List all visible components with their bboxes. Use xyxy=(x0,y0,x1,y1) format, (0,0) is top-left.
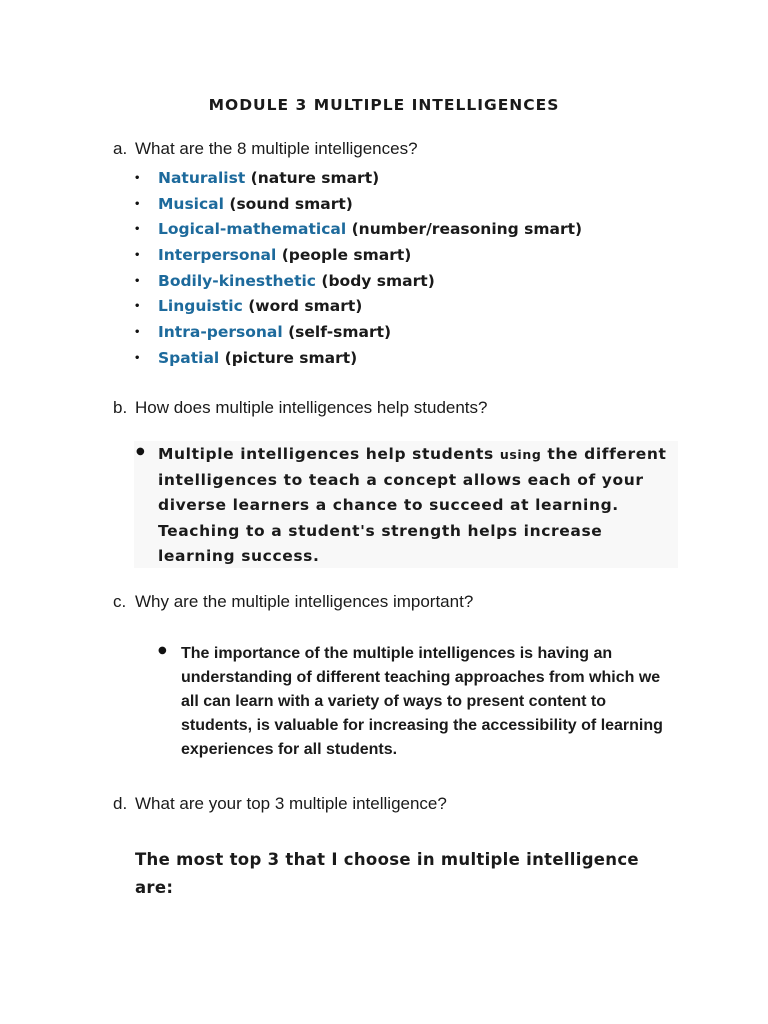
bullet-icon: • xyxy=(134,301,141,313)
question-c-letter: c. xyxy=(113,592,127,611)
question-b xyxy=(113,398,487,418)
answer-b-part1: Multiple intelligences help students xyxy=(158,445,500,463)
intelligence-desc: (picture smart) xyxy=(219,348,358,367)
list-item xyxy=(134,346,582,372)
bullet-icon: • xyxy=(134,327,141,339)
question-d xyxy=(113,794,447,814)
list-item xyxy=(134,217,582,243)
list-item xyxy=(134,320,582,346)
list-item xyxy=(134,269,582,295)
intelligences-list xyxy=(134,166,582,372)
intelligence-desc: (nature smart) xyxy=(245,169,380,187)
intelligence-name: Spatial xyxy=(158,348,220,367)
intelligence-desc: (word smart) xyxy=(242,297,363,316)
intelligence-name: Naturalist xyxy=(158,169,246,187)
intelligence-name: Intra-personal xyxy=(158,323,283,342)
document-title: MODULE 3 MULTIPLE INTELLIGENCES xyxy=(208,96,560,114)
question-d-text: What are your top 3 multiple intelligence? xyxy=(135,794,447,813)
list-item xyxy=(134,294,582,320)
question-a-text: What are the 8 multiple intelligences? xyxy=(135,139,418,158)
bullet-icon: • xyxy=(134,198,141,210)
bullet-icon: ● xyxy=(136,446,145,457)
bullet-icon: • xyxy=(134,173,141,184)
intelligence-desc: (sound smart) xyxy=(223,194,353,213)
question-d-letter: d. xyxy=(113,794,128,813)
bullet-icon: ● xyxy=(158,645,167,656)
intelligence-desc: (self-smart) xyxy=(282,323,392,342)
bullet-icon: • xyxy=(134,352,141,364)
intelligence-name: Bodily-kinesthetic xyxy=(158,271,316,290)
question-c xyxy=(113,592,473,612)
intelligence-desc: (number/reasoning smart) xyxy=(346,220,583,239)
intelligence-name: Interpersonal xyxy=(158,246,277,265)
bullet-icon: • xyxy=(134,224,141,236)
intelligence-name: Linguistic xyxy=(158,297,243,316)
list-item xyxy=(134,192,582,218)
intelligence-desc: (body smart) xyxy=(315,271,435,290)
answer-c-text: The importance of the multiple intelligences is having an understanding of different teaching approaches from which we all can learn with a variety of ways to present content to students, is valuable for increasing the accessibility of learning experiences for all students. xyxy=(181,645,663,758)
bullet-icon: • xyxy=(134,250,141,262)
bullet-icon: • xyxy=(134,275,141,287)
intelligence-desc: (people smart) xyxy=(276,246,412,265)
answer-b-text xyxy=(158,442,683,570)
answer-b-part2: using xyxy=(499,447,542,462)
list-item xyxy=(134,243,582,269)
intelligence-name: Logical-mathematical xyxy=(158,220,347,239)
question-b-text: How does multiple intelligences help students? xyxy=(135,398,488,417)
question-a-letter: a. xyxy=(113,139,128,158)
question-c-text: Why are the multiple intelligences important? xyxy=(135,592,474,611)
answer-d-text: The most top 3 that I choose in multiple intelligence are: xyxy=(135,850,639,897)
list-item xyxy=(134,166,582,192)
question-b-letter: b. xyxy=(113,398,128,417)
intelligence-name: Musical xyxy=(158,194,224,213)
answer-b-part3: the different intelligences to teach a concept allows each of your diverse learners a chance to succeed at learning. Teaching to a student's strength helps increase learning success. xyxy=(158,445,667,565)
question-a xyxy=(113,139,418,159)
